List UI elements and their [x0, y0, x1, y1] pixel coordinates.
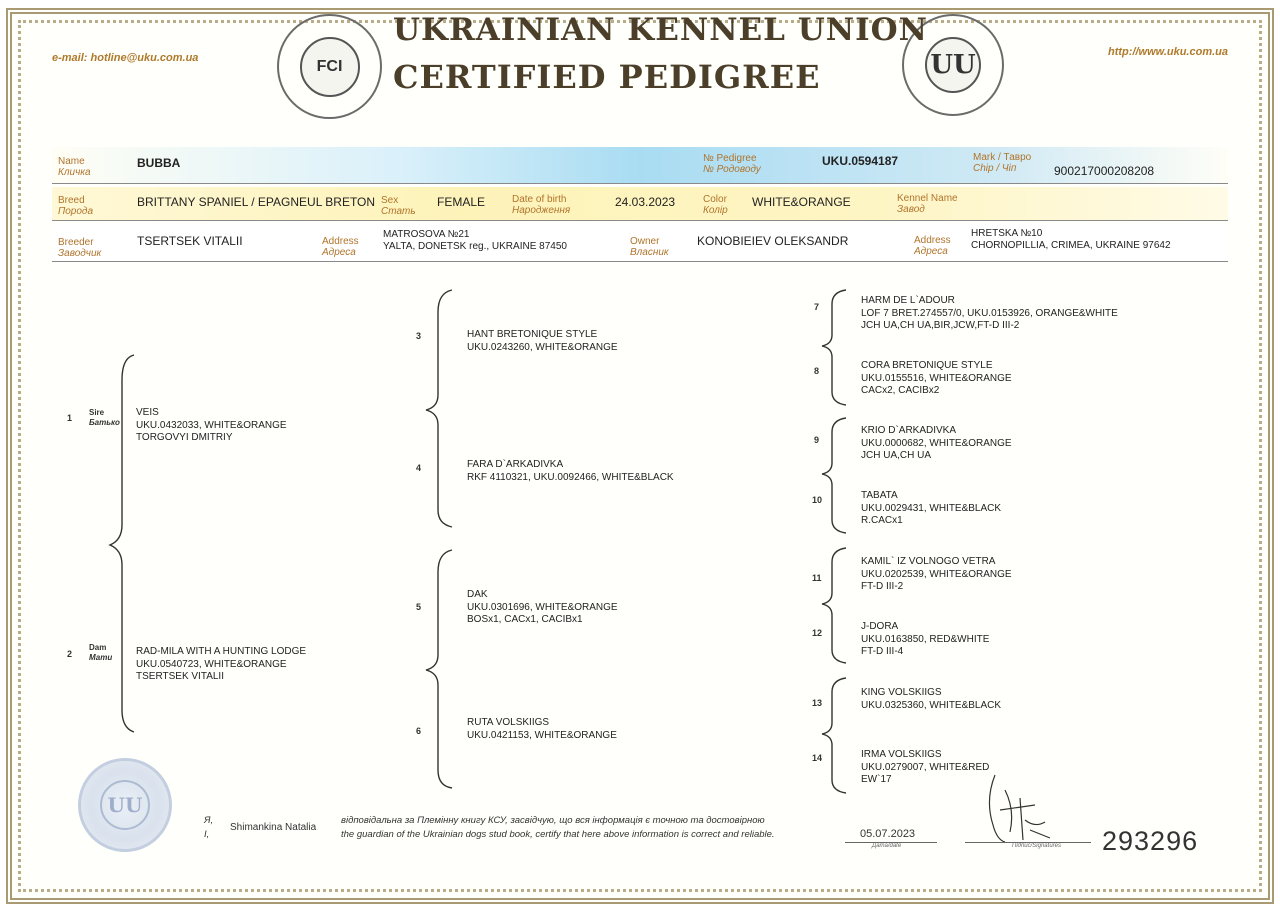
- signature-scribble: [975, 770, 1085, 850]
- breed-label: Breed Порода: [58, 195, 94, 217]
- website-text: http://www.uku.com.ua: [1108, 46, 1228, 58]
- title-line-2: CERTIFIED PEDIGREE: [393, 58, 821, 96]
- breeder-value: TSERTSEK VITALII: [137, 234, 243, 248]
- stamp-logo-text: UU: [100, 780, 150, 830]
- dam-role: Dam Мати: [89, 643, 113, 662]
- ancestor-number: 3: [416, 331, 422, 341]
- certificate-date: 05.07.2023: [860, 828, 916, 840]
- breeder-address: MATROSOVA №21 YALTA, DONETSK reg., UKRAINE 87450: [383, 229, 567, 252]
- name-label: Name Кличка: [58, 156, 91, 178]
- ancestor-number: 4: [416, 463, 422, 473]
- owner-label: Owner Власник: [630, 236, 669, 258]
- ancestor-number: 8: [814, 366, 820, 376]
- date-caption: Дата/date: [872, 843, 902, 849]
- grandparent-entry: HANT BRETONIQUE STYLE UKU.0243260, WHITE&ORANGE: [467, 329, 618, 353]
- great-grandparent-entry: KRIO D`ARKADIVKA UKU.0000682, WHITE&ORANGE JCH UA,CH UA: [861, 425, 1012, 461]
- ancestor-number: 9: [814, 435, 820, 445]
- ancestor-number: 5: [416, 602, 422, 612]
- great-grandparent-entry: CORA BRETONIQUE STYLE UKU.0155516, WHITE&ORANGE CACx2, CACIBx2: [861, 360, 1012, 396]
- owner-address-label: Address Адреса: [914, 235, 951, 257]
- ancestor-number: 11: [812, 573, 822, 583]
- ancestor-number: 10: [812, 495, 823, 505]
- pedigree-label: № Pedigree № Родоводу: [703, 153, 761, 175]
- dam-entry: RAD-MILA WITH A HUNTING LODGE UKU.0540723, WHITE&ORANGE TSERTSEK VITALII: [136, 646, 307, 682]
- ancestor-number: 14: [812, 753, 823, 763]
- color-label: Color Колір: [703, 194, 728, 216]
- ancestor-number: 2: [67, 649, 73, 659]
- uku-logo-text: UU: [925, 37, 981, 93]
- breeder-label: Breeder Заводчик: [58, 237, 102, 259]
- fci-logo-text: FCI: [300, 37, 360, 97]
- sire-role: Sire Батько: [89, 408, 120, 427]
- pronoun-text: Я, I,: [204, 815, 214, 840]
- chip-number: 900217000208208: [1054, 164, 1155, 178]
- signer-name: Shimankina Natalia: [230, 822, 317, 833]
- dog-name: BUBBA: [137, 156, 181, 170]
- sex-value: FEMALE: [437, 195, 486, 209]
- dob-label: Date of birth Народження: [512, 194, 571, 216]
- grandparent-entry: RUTA VOLSKIIGS UKU.0421153, WHITE&ORANGE: [467, 717, 617, 741]
- great-grandparent-entry: IRMA VOLSKIIGS UKU.0279007, WHITE&RED EW`17: [861, 749, 990, 785]
- dob-value: 24.03.2023: [615, 195, 676, 209]
- official-stamp: [78, 758, 172, 852]
- ancestor-number: 12: [812, 628, 823, 638]
- sex-label: Sex Стать: [381, 195, 416, 217]
- ancestor-number: 1: [67, 413, 73, 423]
- color-value: WHITE&ORANGE: [752, 195, 851, 209]
- serial-number: 293296: [1102, 826, 1199, 856]
- great-grandparent-entry: KAMIL` IZ VOLNOGO VETRA UKU.0202539, WHITE&ORANGE FT-D III-2: [861, 556, 1012, 592]
- breeder-address-label: Address Адреса: [322, 236, 359, 258]
- great-grandparent-entry: J-DORA UKU.0163850, RED&WHITE FT-D III-4: [861, 621, 990, 657]
- email-text: e-mail: hotline@uku.com.ua: [52, 52, 199, 64]
- kennel-label: Kennel Name Завод: [897, 193, 958, 215]
- title-line-1: UKRAINIAN KENNEL UNION: [393, 12, 928, 48]
- pedigree-number: UKU.0594187: [822, 154, 899, 168]
- grandparent-entry: DAK UKU.0301696, WHITE&ORANGE BOSx1, CACx1, CACIBx1: [467, 589, 618, 625]
- ancestor-number: 6: [416, 726, 422, 736]
- breed-value: BRITTANY SPANIEL / EPAGNEUL BRETON: [137, 195, 376, 209]
- sire-entry: VEIS UKU.0432033, WHITE&ORANGE TORGOVYI DMITRIY: [136, 407, 287, 443]
- grandparent-entry: FARA D`ARKADIVKA RKF 4110321, UKU.0092466, WHITE&BLACK: [467, 459, 674, 483]
- ancestor-number: 13: [812, 698, 823, 708]
- certification-statement: відповідальна за Племінну книгу КСУ, засвідчую, що вся інформація є точною та достовірною the guardian of the Ukrainian dogs stud book, certify that here above information is correct and reliable.: [341, 815, 775, 840]
- great-grandparent-entry: KING VOLSKIIGS UKU.0325360, WHITE&BLACK: [861, 687, 1002, 711]
- mark-chip-label: Mark / Тавро Chip / Чіп: [973, 152, 1032, 174]
- owner-address: HRETSKA №10 CHORNOPILLIA, CRIMEA, UKRAINE 97642: [971, 228, 1171, 251]
- great-grandparent-entry: TABATA UKU.0029431, WHITE&BLACK R.CACx1: [861, 490, 1002, 526]
- signature-caption: Підпис/Signatures: [1012, 843, 1061, 849]
- great-grandparent-entry: HARM DE L`ADOUR LOF 7 BRET.274557/0, UKU.0153926, ORANGE&WHITE JCH UA,CH UA,BIR,JCW,FT-D III-2: [861, 295, 1118, 331]
- owner-value: KONOBIEIEV OLEKSANDR: [697, 234, 849, 248]
- ancestor-number: 7: [814, 302, 820, 312]
